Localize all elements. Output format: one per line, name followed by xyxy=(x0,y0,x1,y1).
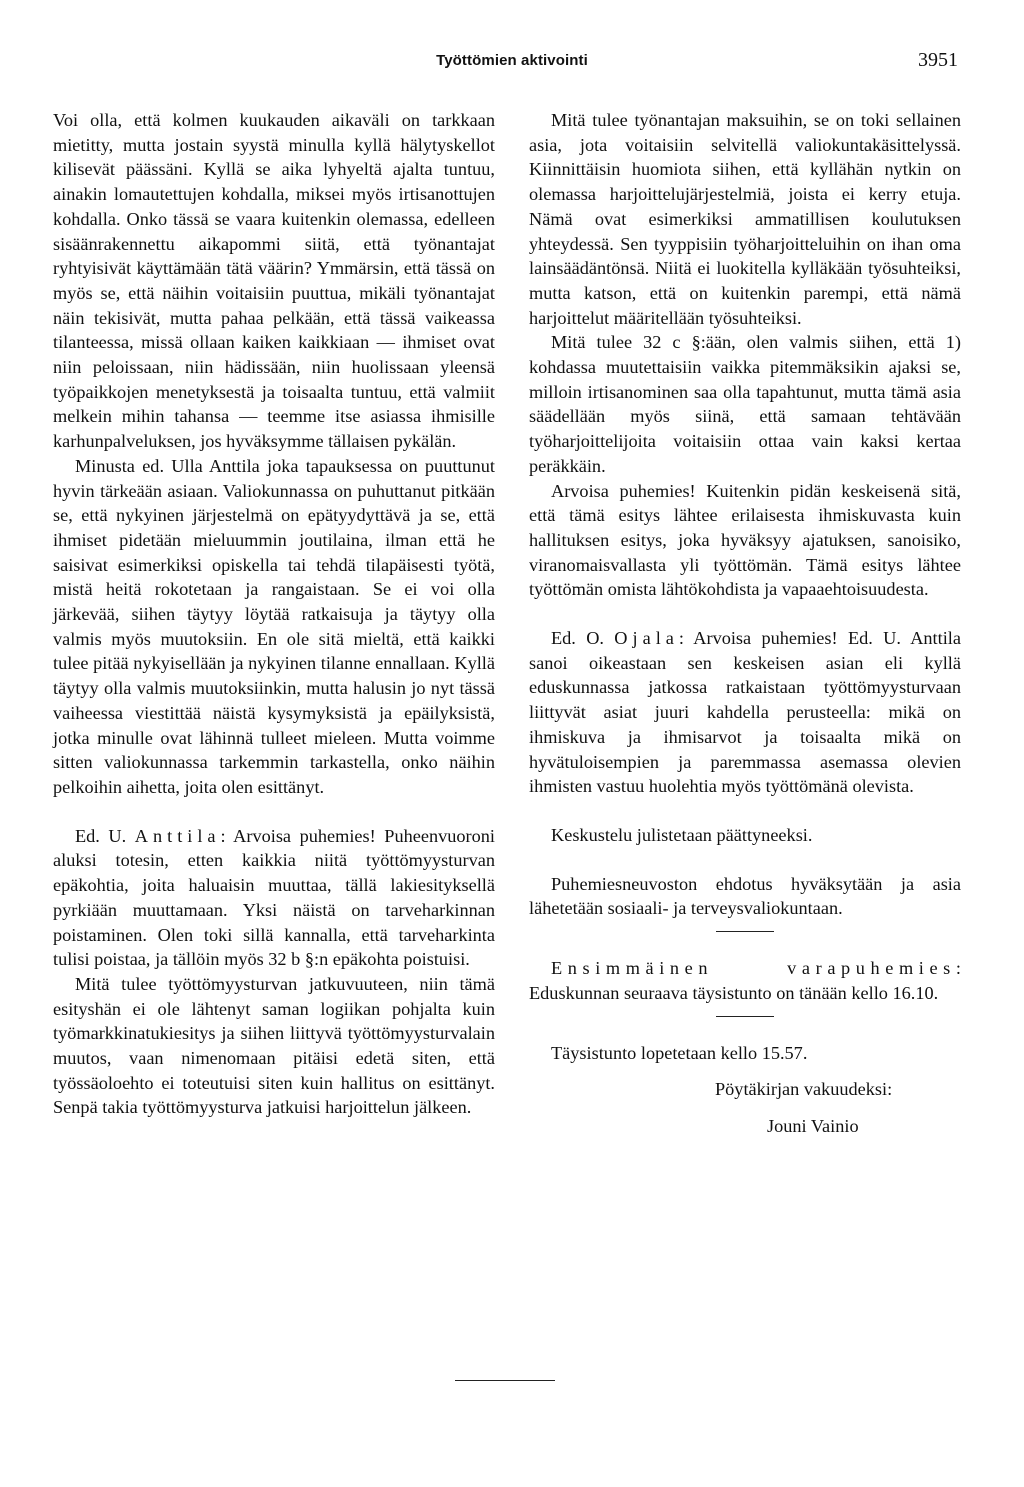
left-paragraph-2: Minusta ed. Ulla Anttila joka tapauksessa on puuttunut hyvin tärkeään asiaan. Valiokunnassa on puhuttanut pitkään se, että nykyinen järjestelmä on epätyydyttävä ja se, että ihmiset pidetään mieluummin joutilaina, ilman että he saisivat esimerkiksi opiskella tai tehdä tilapäisesti työtä, mistä heitä rokotetaan ja rangaistaan. Se ei voi olla järkevää, siihen täytyy löytää ratkaisuja ja täytyy olla valmis myös muutoksiin. En ole sitä mieltä, että kaikki tulee pitää nykyisellään ja nykyinen tilanne ennallaan. Kyllä täytyy olla valmis muutoksiinkin, mutta halusin jo nyt tässä vaiheessa viestittää näistä kysymyksistä ja epäilyksistä, jotka minulle ovat lähinnä tulleet mieleen. Mutta voimme sitten valiokunnassa tarkemmin tarkastella, onko näihin pelkoihin aihetta, joita olen esittänyt. xyxy=(53,455,495,797)
right-paragraph-6: Puhemiesneuvoston ehdotus hyväksytään ja asia lähetetään sosiaali- ja terveysvaliokuntaan. xyxy=(529,873,961,919)
left-paragraph-1: Voi olla, että kolmen kuukauden aikaväli on tarkkaan mietitty, mutta jostain syystä minulla kyllä hälytyskellot kilisevät päässäni. Kyllä se aika lyhyeltä ajalta tuntuu, ainakin lomautettujen kohdalla, miksei myös irtisanottujen kohdalla. Onko tässä se vaara kuitenkin olemassa, edelleen sisäänrakennettu aikapommi siitä, että työnantajat ryhtyisivät käyttämään tätä väärin? Ymmärsin, että tässä on myös se, että näihin voitaisiin puuttua, mikäli työnantajat näin tekisivät, mutta pahaa pelkään, että tässä vaikeassa tilanteessa, missä ollaan kaiken kaikkiaan — ihmiset ovat niin peloissaan, niin hädissään, niin huolissaan yleensä työpaikkojen menetyksestä ja toisaalta tuntuu, että valmiit melkein mihin tahansa — teemme itse asiassa ihmisille karhunpalveluksen, jos hyväksymme tällaisen pykälän. xyxy=(53,110,495,452)
right-paragraph-2: Mitä tulee 32 c §:ään, olen valmis siihen, että 1) kohdassa muutettaisiin vaikka pitemmäksikin ajaksi se, milloin irtisanominen saa olla tapahtunut, mutta tämä asia säädellään myös siinä, että samaan tehtävään työharjoittelijoita voitaisiin ottaa vain kaksi kertaa peräkkäin. xyxy=(529,332,961,476)
left-paragraph-4: Mitä tulee työttömyysturvan jatkuvuuteen, niin tämä esityshän ei ole lähtenyt saman logiikan pohjalta kuin työmarkkinatukiesitys ja siihen liittyvä työttömyysturvalain muutos, vaan nimenomaan pitäisi edetä siten, että työssäoloehto ei toteutuisi siten kuin hallitus on esittänyt. Senpä takia työttömyysturva jatkuisi harjoittelun jälkeen. xyxy=(53,973,495,1118)
right-paragraph-3: Arvoisa puhemies! Kuitenkin pidän keskeisenä sitä, että tämä esitys lähtee erilaisesta ihmiskuvasta kuin hallituksen esitys, joka hyväksyy ajatuksen, sanoisiko, viranomaisvallasta yli työttömän. Tämä esitys lähtee työttömän omista lähtökohdista ja vapaaehtoisuudesta. xyxy=(529,480,961,600)
right-paragraph-8: Täysistunto lopetetaan kello 15.57. xyxy=(551,1042,808,1063)
speaker-name: Anttila xyxy=(134,825,221,846)
signature-label: Pöytäkirjan vakuudeksi: xyxy=(715,1079,893,1100)
right-paragraph-4 xyxy=(529,626,961,799)
page-number: 3951 xyxy=(918,49,958,71)
left-paragraph-3 xyxy=(53,824,495,972)
speaker-prefix: Ed. O. xyxy=(551,628,604,649)
speech-text: : Arvoisa puhemies! Ed. U. Anttila sanoi oikeastaan sen keskeisen asian eli kyllä eduskunnassa jatkossa ratkaistaan työttömyysturvaan liittyvät asiat juuri kahdella perusteella: mikä on ihmiskuva ja ihmisarvot ja toisaalta mikä on hyvätuloisempien ja paremmassa asemassa olevien ihmisten vastuu huolehtia myös työttömänä olevista. xyxy=(529,628,961,797)
signature-name: Jouni Vainio xyxy=(767,1115,859,1136)
speech-text: : Arvoisa puhemies! Puheenvuoroni aluksi totesin, etten kaikkia niitä työttömyysturvan epäkohtia, joita haluaisin muuttaa, tällä lakiesityksellä pyrkiään muuttamaan. Yksi näistä on tarveharkinnan poistaminen. Olen toki sillä kannalla, että tarveharkinta tulisi poistaa, ja tällöin myös 32 b §:n epäkohta poistuisi. xyxy=(53,825,495,970)
right-paragraph-7: Ensimmäinen varapuhemies: Eduskunnan seuraava täysistunto on tänään kello 16.10. xyxy=(529,958,961,1003)
running-head xyxy=(0,49,1024,76)
speech-text: Eduskunnan seuraava täysistunto on tänään kello 16.10. xyxy=(529,982,939,1003)
left-column xyxy=(53,108,495,1120)
end-rule xyxy=(455,1380,555,1381)
right-paragraph-5: Keskustelu julistetaan päättyneeksi. xyxy=(551,824,813,845)
speaker-prefix: Ed. U. xyxy=(75,825,127,846)
right-paragraph-1: Mitä tulee työnantajan maksuihin, se on toki sellainen asia, jota voitaisiin selvitellä valiokuntakäsittelyssä. Kiinnittäisin huomiota siihen, että kyllähän nytkin on olemassa harjoittelujärjestelmiä, joista ei kerry etuja. Nämä ovat esimerkiksi ammatillisen koulutuksen yhteydessä. Sen tyyppisiin työharjoitteluihin on ihan oma lainsäädäntönsä. Niitä ei luokitella kylläkään työsuhteiksi, mutta katson, että on kuitenkin parempi, että nämä harjoittelut määritellään työsuhteiksi. xyxy=(529,110,961,328)
speaker-name: Ensimmäinen varapuhemies xyxy=(551,958,956,979)
running-title: Työttömien aktivointi xyxy=(436,52,588,69)
right-column xyxy=(529,108,961,1139)
speaker-name: Ojala xyxy=(614,628,679,649)
